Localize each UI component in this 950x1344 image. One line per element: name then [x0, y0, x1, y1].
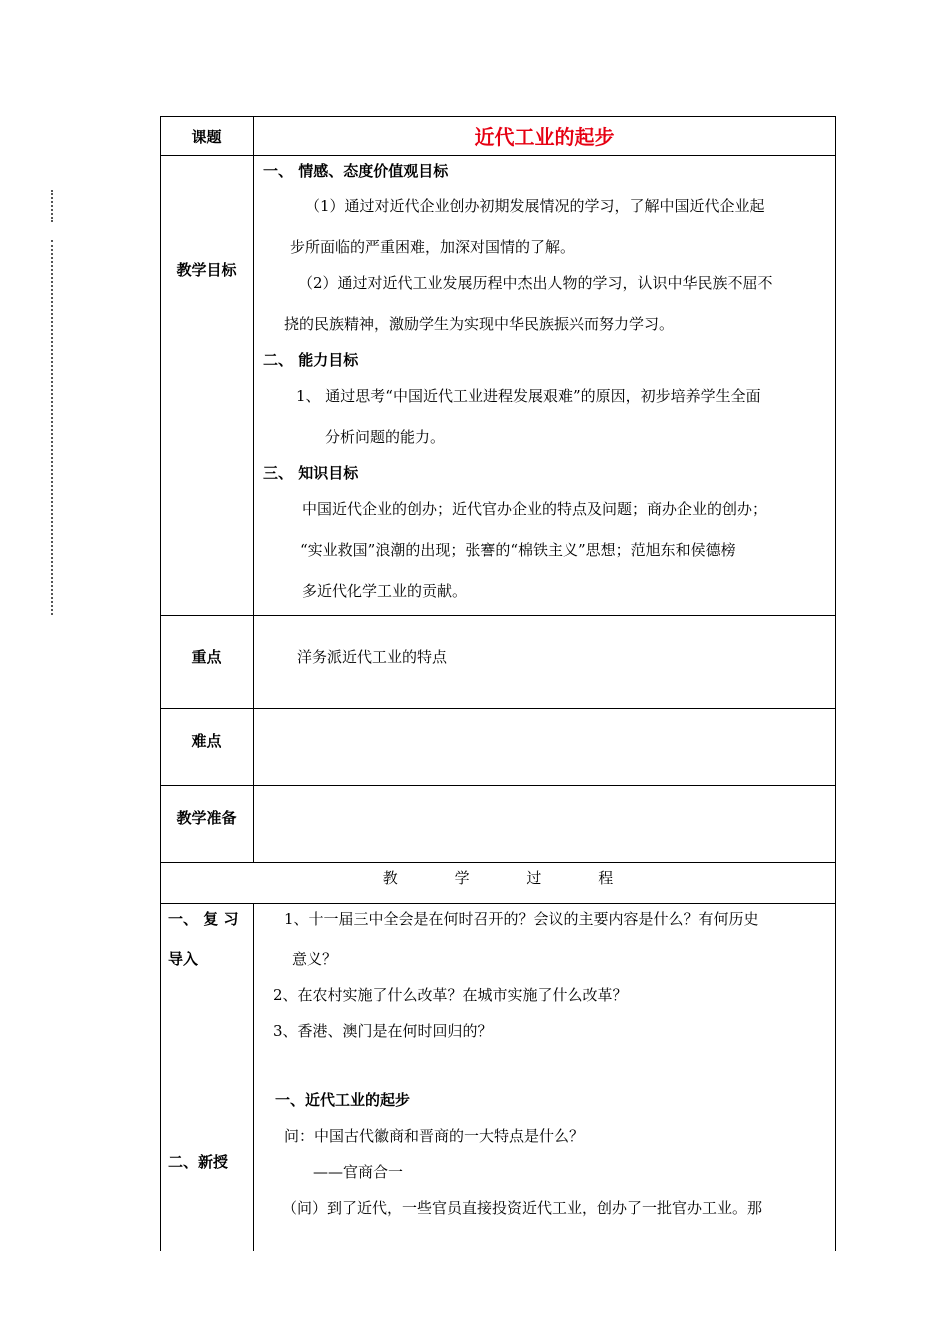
new-lesson-label: 二、新授 [168, 1153, 229, 1171]
topic-label: 课题 [191, 128, 222, 146]
row-divider [160, 708, 836, 709]
review-label: 导入 [168, 950, 199, 968]
objective-text: 1、 通过思考“中国近代工业进程发展艰难”的原因，初步培养学生全面 [296, 387, 761, 405]
objective-text: 中国近代企业的创办；近代官办企业的特点及问题；商办企业的创办； [302, 500, 768, 518]
review-question: 2、在农村实施了什么改革？在城市实施了什么改革？ [273, 986, 628, 1004]
teaching-process-heading [160, 868, 836, 888]
objective-text: （2）通过对近代工业发展历程中杰出人物的学习，认识中华民族不屈不 [298, 274, 773, 292]
margin-binding-mark [51, 240, 53, 615]
column-divider [253, 903, 254, 1251]
review-question: 3、香港、澳门是在何时回归的？ [273, 1022, 493, 1040]
difficulty-label: 难点 [191, 732, 222, 750]
review-question: 意义？ [292, 950, 338, 968]
process-char: 教 [382, 869, 398, 887]
objective-heading-ability: 二、 能力目标 [263, 351, 359, 369]
objective-text: 多近代化学工业的贡献。 [302, 582, 468, 600]
objectives-label: 教学目标 [176, 261, 237, 279]
keypoint-label: 重点 [191, 648, 222, 666]
objective-text: 步所面临的严重困难，加深对国情的了解。 [290, 238, 576, 256]
preparation-label: 教学准备 [176, 809, 237, 827]
objective-heading-emotion: 一、 情感、态度价值观目标 [263, 162, 449, 180]
new-lesson-heading: 一、近代工业的起步 [275, 1091, 411, 1109]
row-divider [160, 903, 836, 904]
review-label: 一、 复 习 [168, 910, 239, 928]
objective-text: 分析问题的能力。 [325, 428, 446, 446]
objective-heading-knowledge: 三、 知识目标 [263, 464, 359, 482]
row-divider [160, 615, 836, 616]
row-divider [160, 155, 836, 156]
review-question: 1、十一届三中全会是在何时召开的？会议的主要内容是什么？有何历史 [284, 910, 759, 928]
process-char: 过 [526, 869, 542, 887]
process-char: 学 [454, 869, 470, 887]
row-divider [160, 785, 836, 786]
objective-text: （1）通过对近代企业创办初期发展情况的学习，了解中国近代企业起 [305, 197, 765, 215]
objective-text: “实业救国”浪潮的出现；张謇的“棉铁主义”思想；范旭东和侯德榜 [300, 541, 736, 559]
margin-binding-mark [51, 190, 53, 222]
new-lesson-text: （问）到了近代，一些官员直接投资近代工业，创办了一批官办工业。那 [282, 1199, 763, 1217]
process-char: 程 [598, 869, 614, 887]
objective-text: 挠的民族精神，激励学生为实现中华民族振兴而努力学习。 [284, 315, 675, 333]
keypoint-content: 洋务派近代工业的特点 [297, 648, 448, 666]
row-divider [160, 862, 836, 863]
new-lesson-answer: ——官商合一 [313, 1163, 404, 1181]
column-divider [253, 116, 254, 862]
new-lesson-question: 问：中国古代徽商和晋商的一大特点是什么？ [284, 1127, 585, 1145]
lesson-title: 近代工业的起步 [474, 125, 615, 149]
